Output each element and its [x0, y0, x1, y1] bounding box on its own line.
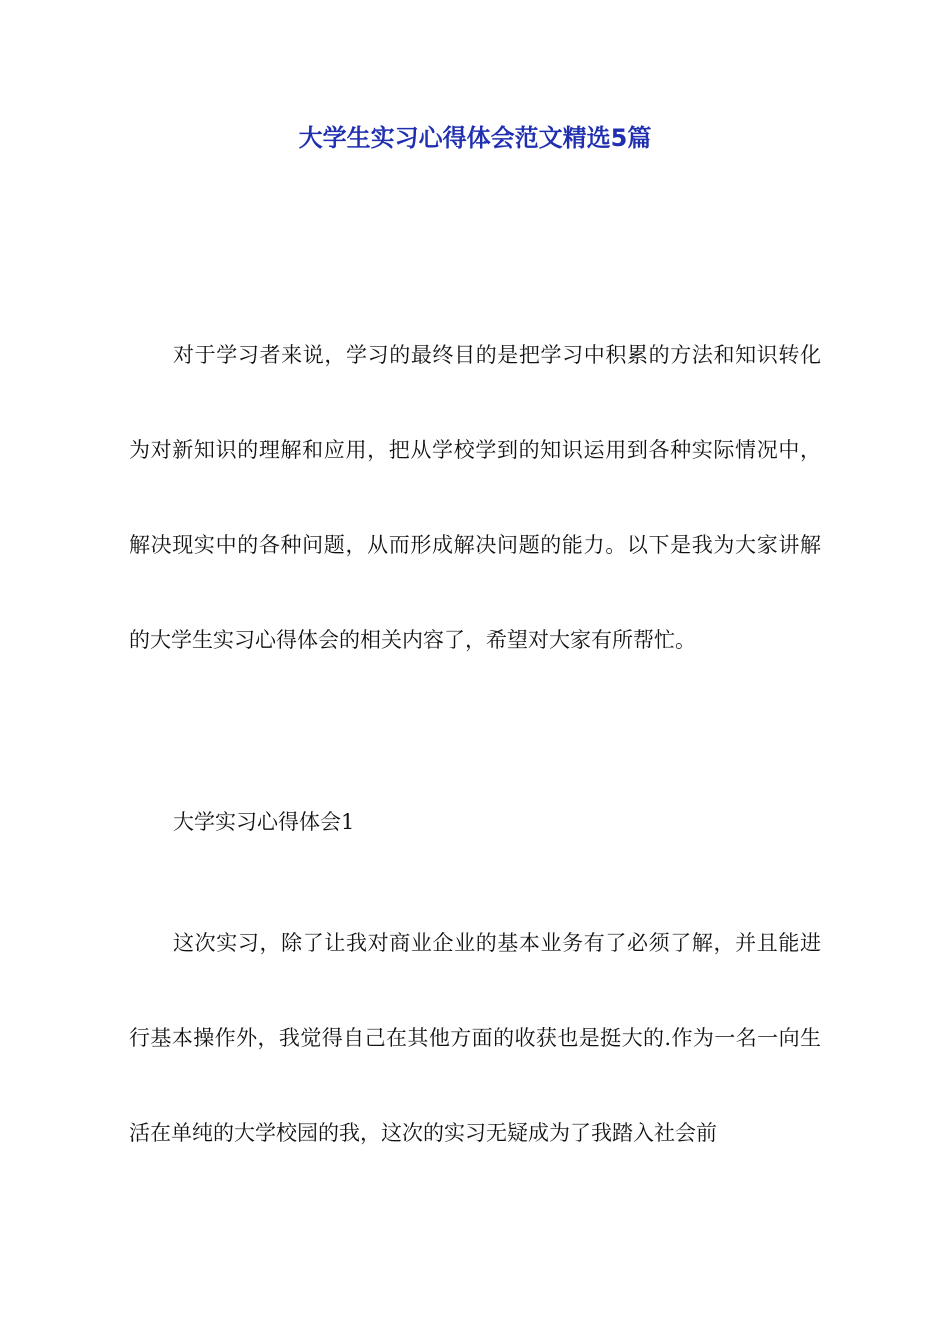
- section-heading: 大学实习心得体会1: [173, 810, 355, 834]
- document-title: 大学生实习心得体会范文精选5篇: [298, 124, 652, 152]
- intro-paragraph: 对于学习者来说，学习的最终目的是把学习中积累的方法和知识转化为对新知识的理解和应用，把从学校学到的知识运用到各种实际情况中，解决现实中的各种问题，从而形成解决问题的能力。以下是我为大家讲解的大学生实习心得体会的相关内容了，希望对大家有所帮忙。: [129, 343, 821, 652]
- section-paragraph: 这次实习，除了让我对商业企业的基本业务有了必须了解，并且能进行基本操作外，我觉得自己在其他方面的收获也是挺大的.作为一名一向生活在单纯的大学校园的我，这次的实习无疑成为了我踏入社会前: [129, 931, 821, 1145]
